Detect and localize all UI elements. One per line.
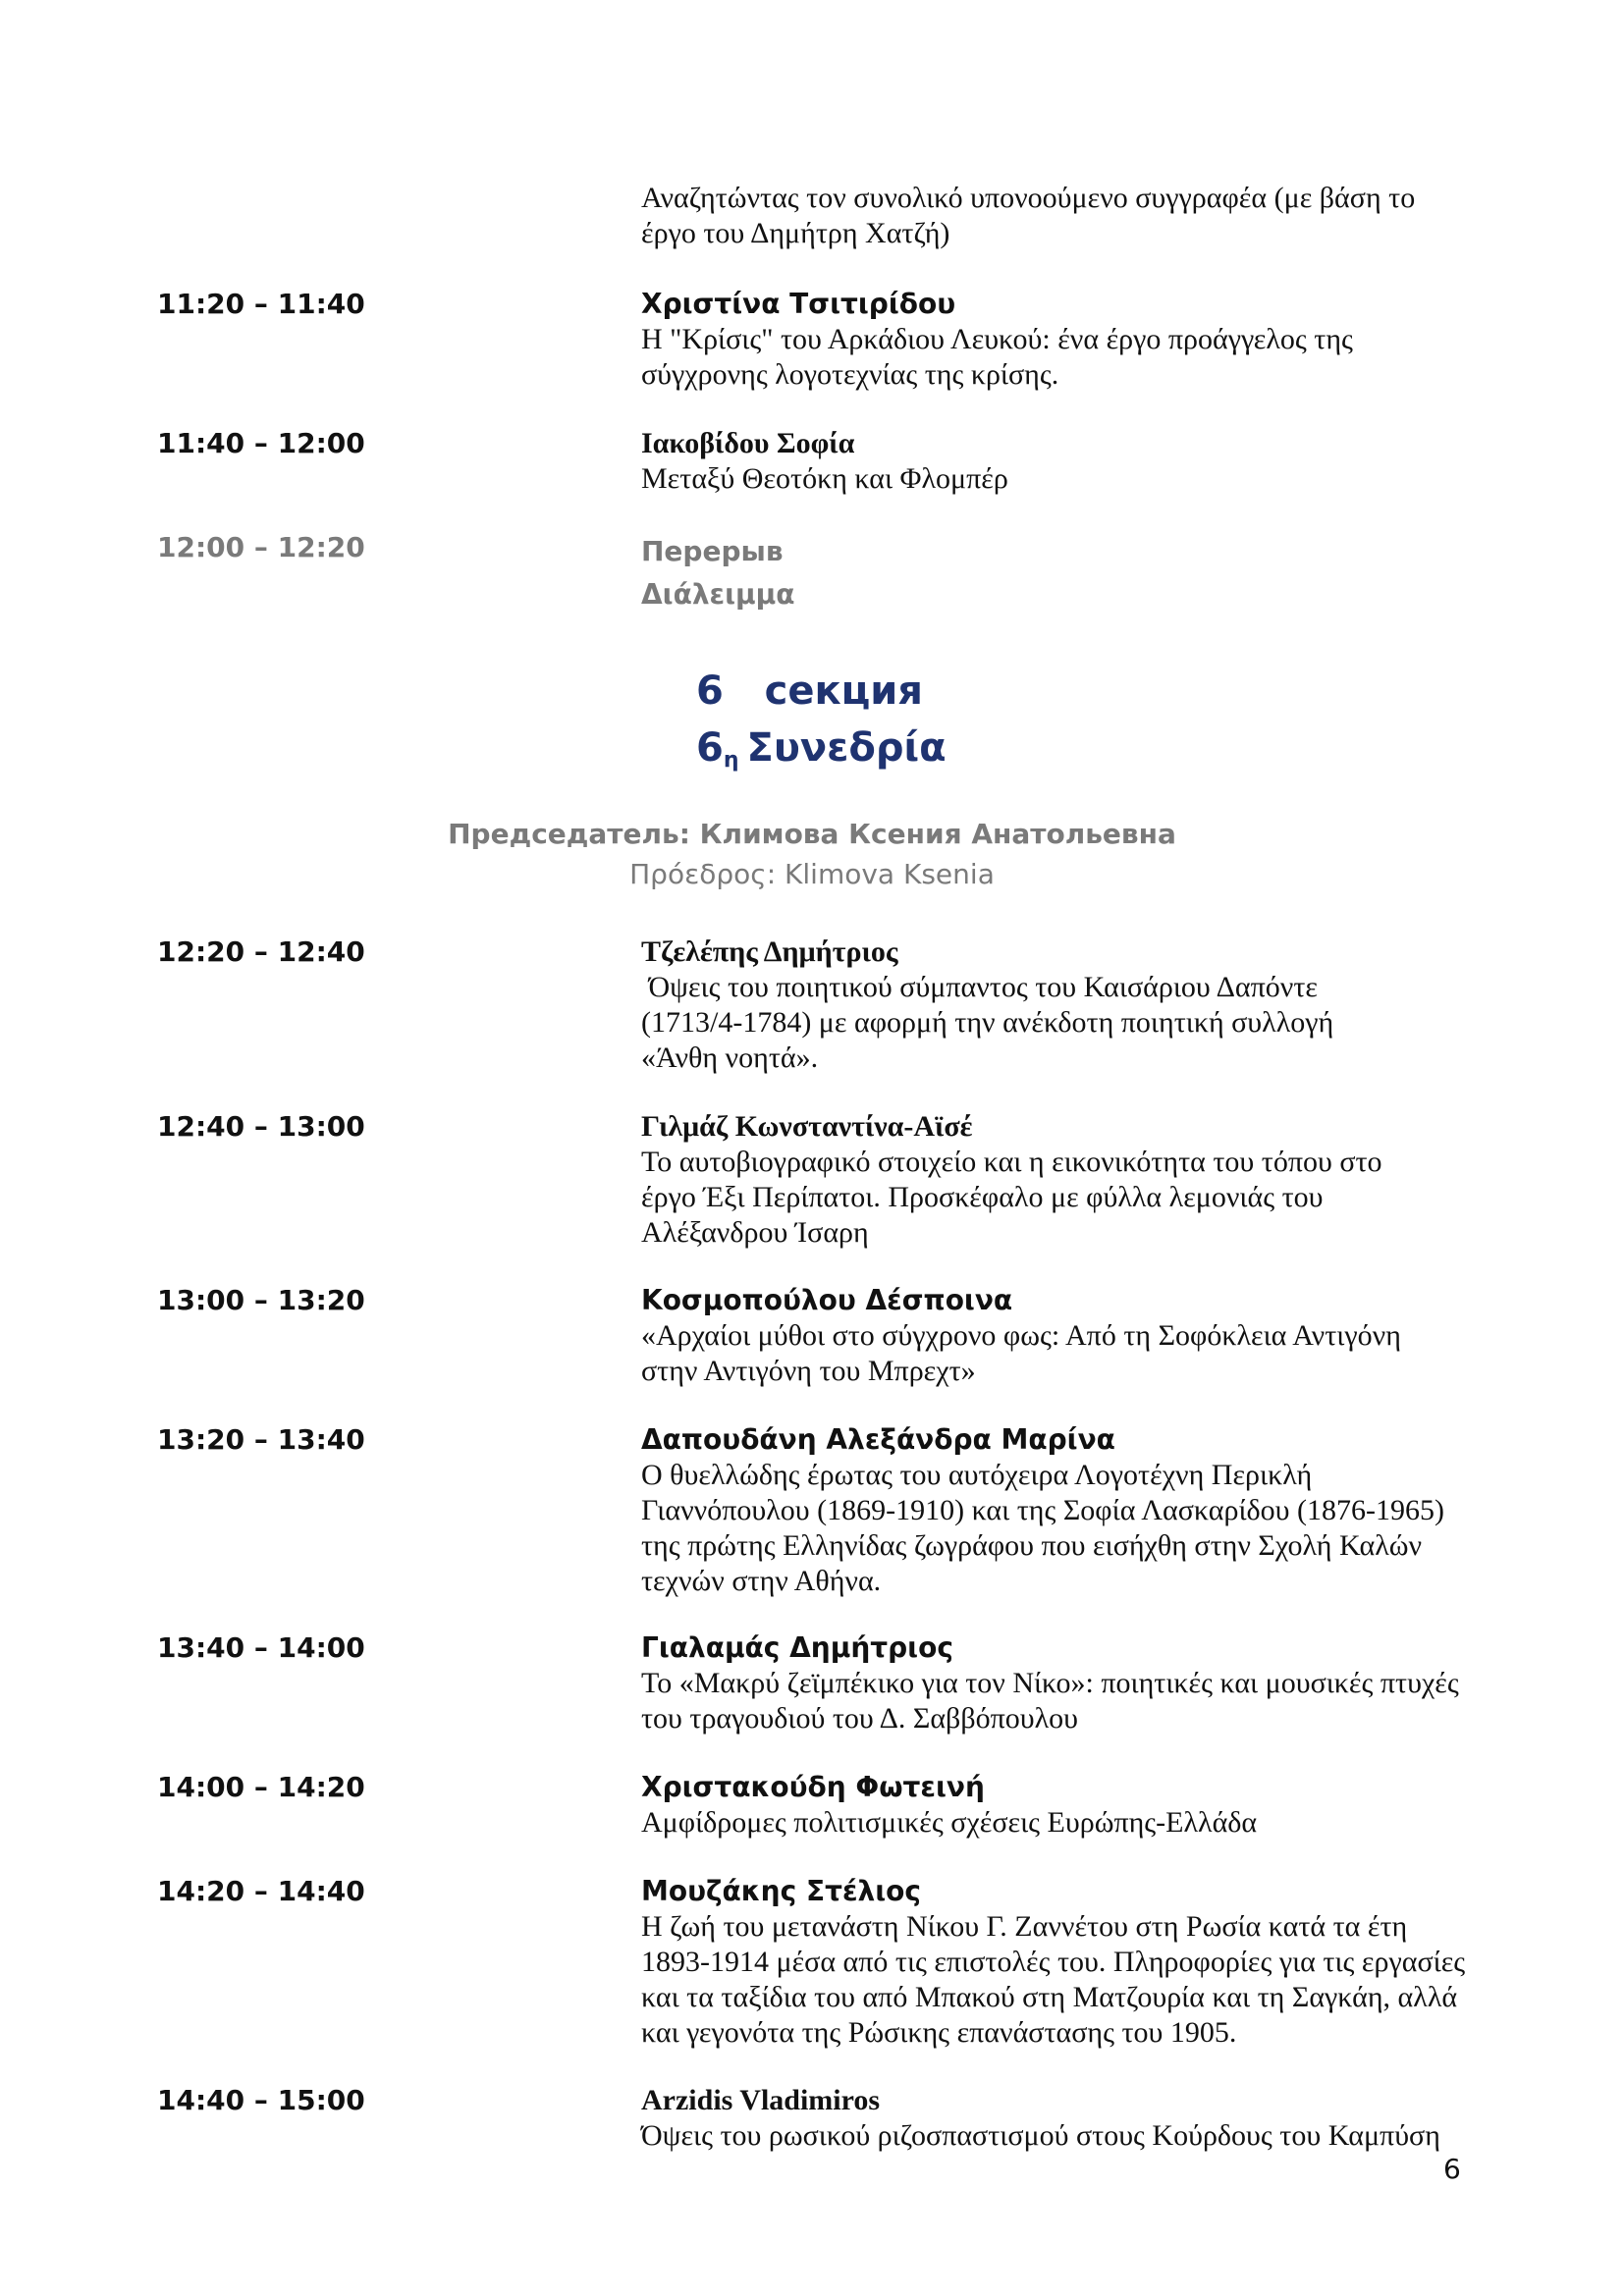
chair-name-gr: Klimova Ksenia — [785, 858, 995, 890]
chair-ru — [0, 815, 1624, 854]
abstract-line: στην Αντιγόνη του Μπρεχτ» — [641, 1355, 976, 1387]
speaker-name: Γιαλαμάς Δημήτριος — [641, 1631, 953, 1664]
break-label-ru: Перерыв — [641, 535, 784, 567]
abstract-line: Αναζητώντας τον συνολικό υπονοούμενο συγγραφέα (με βάση το — [641, 182, 1416, 214]
page-number: 6 — [1443, 2153, 1461, 2185]
section-suffix-gr: η — [723, 748, 739, 773]
speaker-name: Τζελέπης Δημήτριος — [641, 935, 898, 968]
entry-time: 12:40 – 13:00 — [157, 1110, 365, 1143]
break-label-gr: Διάλειμμα — [641, 578, 795, 611]
abstract-line: «Άνθη νοητά». — [641, 1041, 819, 1074]
entry-time: 12:20 – 12:40 — [157, 935, 365, 968]
abstract-line: Μεταξύ Θεοτόκη και Φλομπέρ — [641, 462, 1008, 495]
abstract-line: Γιαννόπουλου (1869-1910) και της Σοφία Λασκαρίδου (1876-1965) — [641, 1494, 1444, 1526]
abstract-line: έργο Έξι Περίπατοι. Προσκέφαλο με φύλλα λεμονιάς του — [641, 1181, 1324, 1213]
speaker-name: Δαπουδάνη Αλεξάνδρα Μαρίνα — [641, 1423, 1115, 1456]
speaker-name: Arzidis Vladimiros — [641, 2084, 881, 2116]
break-time: 12:00 – 12:20 — [157, 531, 365, 563]
section-heading-gr — [696, 721, 947, 788]
speaker-name: Μουζάκης Στέλιος — [641, 1875, 922, 1907]
entry-time: 14:00 – 14:20 — [157, 1771, 365, 1803]
section-title-ru: секция — [764, 668, 923, 714]
speaker-name: Χριστίνα Τσιτιρίδου — [641, 288, 956, 320]
abstract-line: και γεγονότα της Ρώσικης επανάστασης του 1905. — [641, 2016, 1237, 2049]
abstract-line: Η "Κρίσις" του Αρκάδιου Λευκού: ένα έργο προάγγελος της — [641, 323, 1353, 355]
section-number: 6 — [696, 668, 724, 714]
entry-time: 13:00 – 13:20 — [157, 1284, 365, 1316]
abstract-line: έργο του Δημήτρη Χατζή) — [641, 217, 950, 249]
abstract-line: Αλέξανδρου Ίσαρη — [641, 1216, 869, 1249]
entry-time: 13:20 – 13:40 — [157, 1423, 365, 1456]
abstract-line: Ο θυελλώδης έρωτας του αυτόχειρα Λογοτέχνη Περικλή — [641, 1459, 1313, 1491]
abstract-line: τεχνών στην Αθήνα. — [641, 1565, 882, 1597]
section-title-gr: Συνεδρία — [746, 725, 947, 771]
section-number-gr: 6 — [696, 725, 724, 771]
abstract-line: Το «Μακρύ ζεϊμπέκικο για τον Νίκο»: ποιητικές και μουσικές πτυχές — [641, 1667, 1459, 1699]
chair-name-ru: Климова Ксения Анатольевна — [699, 818, 1176, 850]
entry-time: 13:40 – 14:00 — [157, 1631, 365, 1664]
entry-time: 14:20 – 14:40 — [157, 1875, 365, 1907]
abstract-line: Όψεις του ρωσικού ριζοσπαστισμού στους Κούρδους του Καμπύση — [641, 2119, 1440, 2152]
section-heading-ru — [696, 664, 923, 719]
chair-label-gr: Πρόεδρος: — [629, 858, 777, 890]
entry-time: 11:40 – 12:00 — [157, 427, 365, 459]
chair-label-ru: Председатель: — [448, 818, 690, 850]
speaker-name: Ιακοβίδου Σοφία — [641, 427, 855, 459]
entry-time: 11:20 – 11:40 — [157, 288, 365, 320]
entry-time: 14:40 – 15:00 — [157, 2084, 365, 2116]
abstract-line: σύγχρονης λογοτεχνίας της κρίσης. — [641, 358, 1059, 391]
speaker-name: Γιλμάζ Κωνσταντίνα-Αϊσέ — [641, 1110, 973, 1143]
abstract-line: και τα ταξίδια του από Μπακού στη Ματζουρία και τη Σαγκάη, αλλά — [641, 1981, 1458, 2013]
abstract-line: Όψεις του ποιητικού σύμπαντος του Καισάριου Δαπόντε — [641, 971, 1318, 1003]
abstract-line: Η ζωή του μετανάστη Νίκου Γ. Ζαννέτου στη Ρωσία κατά τα έτη — [641, 1910, 1408, 1943]
chair-gr — [0, 855, 1624, 894]
abstract-line: του τραγουδιού του Δ. Σαββόπουλου — [641, 1702, 1078, 1735]
speaker-name: Κοσμοπούλου Δέσποινα — [641, 1284, 1013, 1316]
abstract-line: 1893-1914 μέσα από τις επιστολές του. Πληροφορίες για τις εργασίες — [641, 1946, 1466, 1978]
abstract-line: της πρώτης Ελληνίδας ζωγράφου που εισήχθη στην Σχολή Καλών — [641, 1529, 1423, 1562]
abstract-line: «Αρχαίοι μύθοι στο σύγχρονο φως: Από τη Σοφόκλεια Αντιγόνη — [641, 1319, 1401, 1352]
abstract-line: Το αυτοβιογραφικό στοιχείο και η εικονικότητα του τόπου στο — [641, 1146, 1382, 1178]
abstract-line: (1713/4-1784) με αφορμή την ανέκδοτη ποιητική συλλογή — [641, 1006, 1334, 1039]
abstract-line: Αμφίδρομες πολιτισμικές σχέσεις Ευρώπης-Ελλάδα — [641, 1806, 1258, 1839]
speaker-name: Χριστακούδη Φωτεινή — [641, 1771, 985, 1803]
